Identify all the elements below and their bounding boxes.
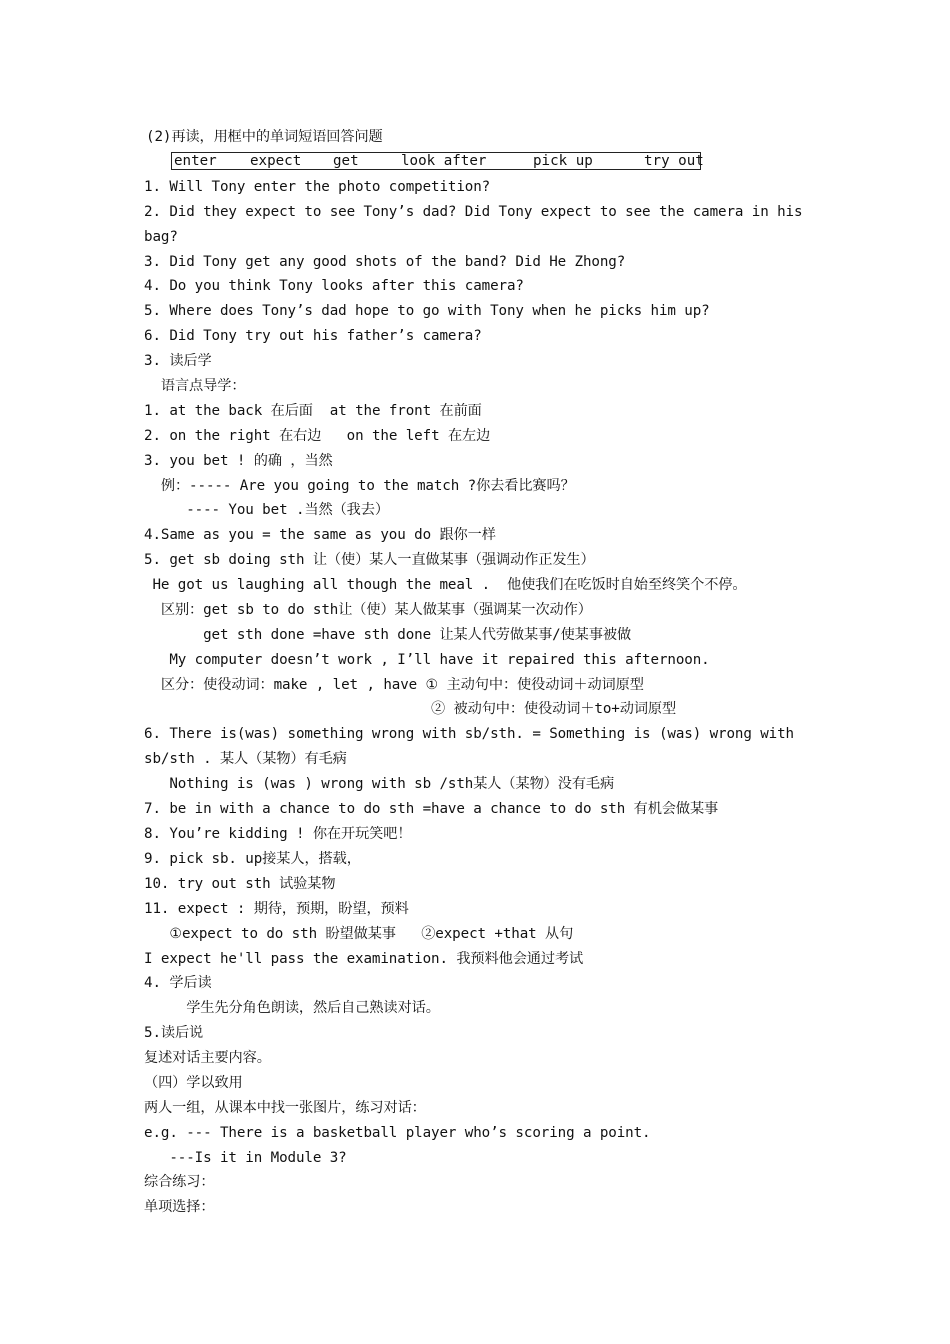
note-line: ①expect to do sth 盼望做某事 ②expect +that 从句 bbox=[144, 926, 574, 942]
question-2: 2. Did they expect to see Tony’s dad? Did Tony expect to see the camera in his bbox=[144, 204, 803, 220]
section-heading: 4. 学后读 bbox=[144, 975, 212, 991]
language-point: 11. expect : 期待，预期，盼望，预料 bbox=[144, 901, 409, 917]
section-heading: 综合练习： bbox=[144, 1174, 215, 1190]
language-point: 3. you bet ! 的确 ，当然 bbox=[144, 453, 333, 469]
subheading: 语言点导学： bbox=[144, 378, 246, 394]
example-line: My computer doesn’t work , I’ll have it repaired this afternoon. bbox=[144, 652, 710, 668]
instruction-line: 两人一组，从课本中找一张图片，练习对话： bbox=[144, 1100, 426, 1116]
example-line: ---Is it in Module 3? bbox=[144, 1150, 347, 1166]
word-box-item: try out bbox=[644, 153, 704, 169]
example-line: Nothing is (was ) wrong with sb /sth某人（某物）没有毛病 bbox=[144, 776, 615, 792]
note-line: get sth done =have sth done 让某人代劳做某事/使某事被做 bbox=[144, 627, 632, 643]
question-5: 5. Where does Tony’s dad hope to go with Tony when he picks him up? bbox=[144, 303, 710, 319]
section-heading: 单项选择： bbox=[144, 1199, 215, 1215]
language-point: 10. try out sth 试验某物 bbox=[144, 876, 336, 892]
example-line: 例：----- Are you going to the match ?你去看比赛吗？ bbox=[144, 478, 575, 494]
question-1: 1. Will Tony enter the photo competition? bbox=[144, 179, 491, 195]
example-line: I expect he'll pass the examination. 我预料他会通过考试 bbox=[144, 951, 584, 967]
note-line: 区分：使役动词：make , let , have ① 主动句中：使役动词＋动词原型 bbox=[144, 677, 644, 693]
word-box-item: expect bbox=[250, 153, 302, 169]
language-point: 9. pick sb. up接某人，搭载， bbox=[144, 851, 361, 867]
language-point: 2. on the right 在右边 on the left 在左边 bbox=[144, 428, 491, 444]
language-point: 8. You’re kidding ! 你在开玩笑吧！ bbox=[144, 826, 412, 842]
question-2-cont: bag? bbox=[144, 229, 178, 245]
instruction-line: 复述对话主要内容。 bbox=[144, 1050, 271, 1066]
question-6: 6. Did Tony try out his father’s camera? bbox=[144, 328, 482, 344]
word-box-item: get bbox=[333, 153, 359, 169]
section-heading: 3. 读后学 bbox=[144, 353, 212, 369]
word-box-item: enter bbox=[174, 153, 217, 169]
instruction-line: 学生先分角色朗读，然后自己熟读对话。 bbox=[144, 1000, 440, 1016]
example-line: e.g. --- There is a basketball player who’s scoring a point. bbox=[144, 1125, 651, 1141]
language-point: 7. be in with a chance to do sth =have a chance to do sth 有机会做某事 bbox=[144, 801, 719, 817]
language-point: 5. get sb doing sth 让（使）某人一直做某事（强调动作正发生） bbox=[144, 552, 595, 568]
language-point-cont: sb/sth . 某人（某物）有毛病 bbox=[144, 751, 347, 767]
note-line: 区别：get sb to do sth让（使）某人做某事（强调某一次动作） bbox=[144, 602, 592, 618]
language-point: 6. There is(was) something wrong with sb/sth. = Something is (was) wrong with bbox=[144, 726, 795, 742]
word-box-item: pick up bbox=[533, 153, 593, 169]
language-point: 1. at the back 在后面 at the front 在前面 bbox=[144, 403, 482, 419]
section-header: (2)再读，用框中的单词短语回答问题 bbox=[146, 129, 383, 145]
section-heading: 5.读后说 bbox=[144, 1025, 204, 1041]
word-box-item: look after bbox=[401, 153, 487, 169]
example-line: ---- You bet .当然（我去） bbox=[144, 502, 389, 518]
question-4: 4. Do you think Tony looks after this camera? bbox=[144, 278, 524, 294]
question-3: 3. Did Tony get any good shots of the band? Did He Zhong? bbox=[144, 254, 626, 270]
section-heading: （四）学以致用 bbox=[144, 1075, 243, 1091]
word-box bbox=[171, 152, 704, 170]
example-line: He got us laughing all though the meal . 他使我们在吃饭时自始至终笑个不停。 bbox=[144, 577, 747, 593]
language-point: 4.Same as you = the same as you do 跟你一样 bbox=[144, 527, 496, 543]
note-line: ② 被动句中：使役动词＋to+动词原型 bbox=[144, 701, 677, 717]
